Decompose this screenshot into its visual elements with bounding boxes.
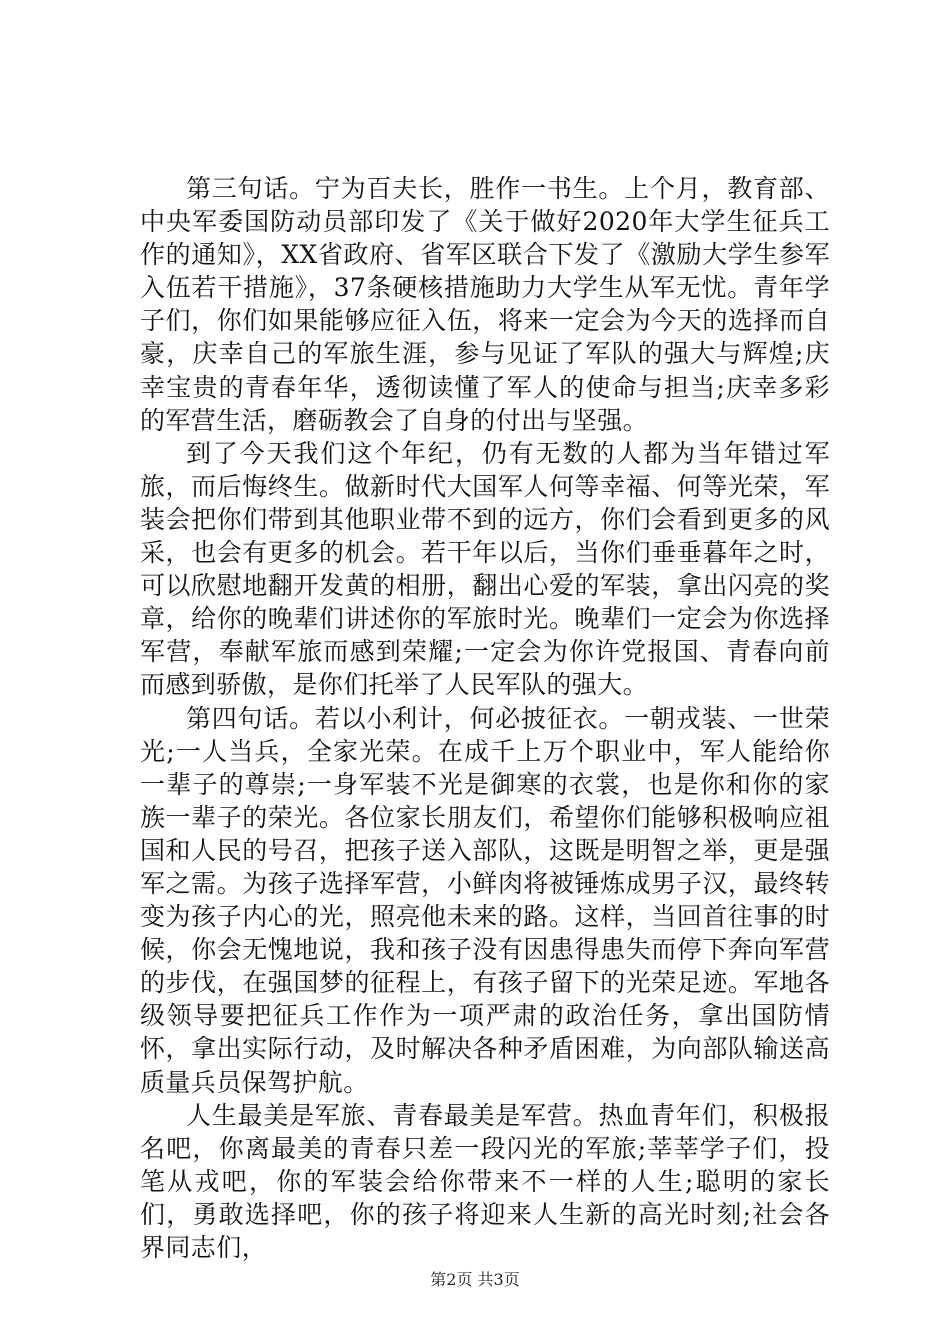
paragraph-regret-missing-military: 到了今天我们这个年纪，仍有无数的人都为当年错过军旅，而后悔终生。做新时代大国军人何等幸福、何等光荣，军装会把你们带到其他职业带不到的远方，你们会看到更多的风采，也会有更多的机会。若干年以后，当你们垂垂暮年之时，可以欣慰地翻开发黄的相册，翻出心爱的军装，拿出闪亮的奖章，给你的晚辈们讲述你的军旅时光。晚辈们一定会为你选择军营，奉献军旅而感到荣耀;一定会为你许党报国、青春向前而感到骄傲，是你们托举了人民军队的强大。 [140, 438, 830, 700]
paragraph-call-to-action: 人生最美是军旅、青春最美是军营。热血青年们，积极报名吧，你离最美的青春只差一段闪光的军旅;莘莘学子们，投笔从戎吧，你的军装会给你带来不一样的人生;聪明的家长们，勇敢选择吧，你的孩子将迎来人生新的高光时刻;社会各界同志们， [140, 1100, 830, 1262]
document-body [140, 172, 830, 1264]
paragraph-fourth-saying: 第四句话。若以小利计，何必披征衣。一朝戎装、一世荣光;一人当兵，全家光荣。在成千上万个职业中，军人能给你一辈子的尊崇;一身军装不光是御寒的衣裳，也是你和你的家族一辈子的荣光。各位家长朋友们，希望你们能够积极响应祖国和人民的号召，把孩子送入部队，这既是明智之举，更是强军之需。为孩子选择军营，小鲜肉将被锤炼成男子汉，最终转变为孩子内心的光，照亮他未来的路。这样，当回首往事的时候，你会无愧地说，我和孩子没有因患得患失而停下奔向军营的步伐，在强国梦的征程上，有孩子留下的光荣足迹。军地各级领导要把征兵工作作为一项严肃的政治任务，拿出国防情怀，拿出实际行动，及时解决各种矛盾困难，为向部队输送高质量兵员保驾护航。 [140, 703, 830, 1097]
paragraph-third-saying: 第三句话。宁为百夫长，胜作一书生。上个月，教育部、中央军委国防动员部印发了《关于做好2020年大学生征兵工作的通知》，XX省政府、省军区联合下发了《激励大学生参军入伍若干措施》，37条硬核措施助力大学生从军无忧。青年学子们，你们如果能够应征入伍，将来一定会为今天的选择而自豪，庆幸自己的军旅生涯，参与见证了军队的强大与辉煌;庆幸宝贵的青春年华，透彻读懂了军人的使命与担当;庆幸多彩的军营生活，磨砺教会了自身的付出与坚强。 [140, 174, 830, 435]
page-footer: 第2页 共3页 [430, 1270, 520, 1289]
